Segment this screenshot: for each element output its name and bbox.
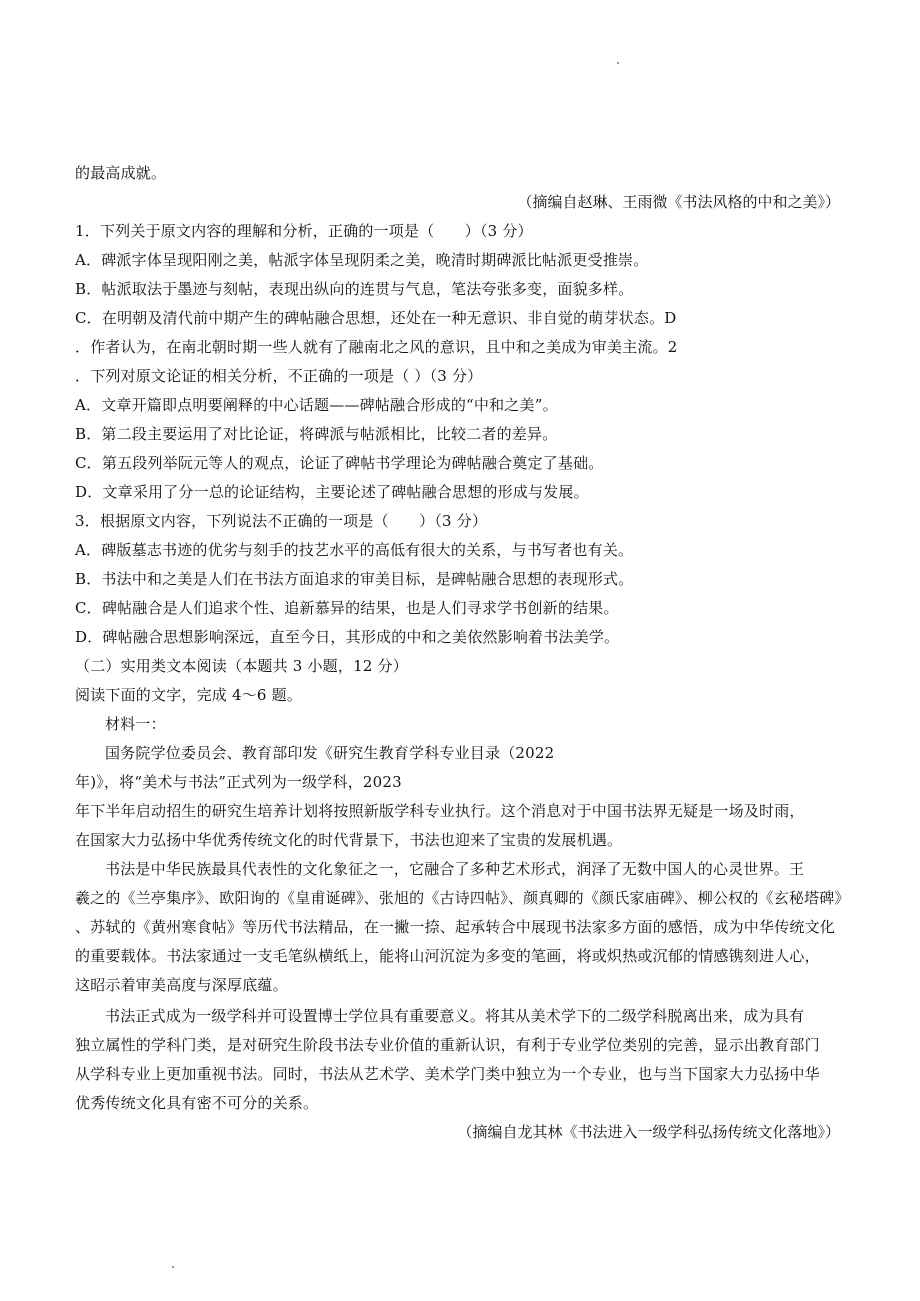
paragraph-line: 从学科专业上更加重视书法。同时，书法从艺术学、美术学门类中独立为一个专业，也与当下国家大力弘扬中华 [75, 1065, 820, 1083]
paragraph-line: 年下半年启动招生的研究生培养计划将按照新版学科专业执行。这个消息对于中国书法界无疑是一场及时雨， [75, 802, 805, 820]
paragraph-line: 书法正式成为一级学科并可设置博士学位具有重要意义。将其从美术学下的二级学科脱离出来，成为具有 [105, 1007, 805, 1025]
section-heading: （二）实用类文本阅读（本题共 3 小题，12 分） [75, 657, 408, 675]
option-d: D．文章采用了分一总的论证结构，主要论述了碑帖融合思想的形成与发展。 [75, 483, 589, 501]
option-d: D．碑帖融合思想影响深远，直至今日，其形成的中和之美依然影响着书法美学。 [75, 628, 620, 646]
paragraph-line: 的重要载体。书法家通过一支毛笔纵横纸上，能将山河沉淀为多变的笔画，将或炽热或沉郁的情感镌刻进人心， [75, 947, 820, 965]
option-c: C．第五段列举阮元等人的观点，论证了碑帖书学理论为碑帖融合奠定了基础。 [75, 454, 604, 472]
source-citation: （摘编自龙其林《书法进入一级学科弘扬传统文化落地》） [457, 1123, 840, 1141]
option-c: C．在明朝及清代前中期产生的碑帖融合思想，还处在一种无意识、非自觉的萌芽状态。D [75, 309, 677, 327]
option-b: B．书法中和之美是人们在书法方面追求的审美目标，是碑帖融合思想的表现形式。 [75, 570, 634, 588]
paragraph-line: 、苏轼的《黄州寒食帖》等历代书法精品，在一撇一捺、起承转合中展现书法家多方面的感悟，成为中华传统文化 [75, 918, 836, 936]
scan-dot [617, 62, 619, 64]
option-d: ．作者认为，在南北朝时期一些人就有了融南北之风的意识，且中和之美成为审美主流。2 [75, 338, 678, 356]
question-2: ．下列对原文论证的相关分析，不正确的一项是（ ）（3 分） [75, 367, 483, 385]
text-line: 的最高成就。 [75, 164, 167, 182]
question-1: 1．下列关于原文内容的理解和分析，正确的一项是（ ）（3 分） [75, 222, 533, 240]
paragraph-line: 在国家大力弘扬中华优秀传统文化的时代背景下，书法也迎来了宝贵的发展机遇。 [75, 831, 623, 849]
paragraph-line: 独立属性的学科门类，是对研究生阶段书法专业价值的重新认识，有利于专业学位类别的完善，显示出教育部门 [75, 1036, 820, 1054]
reading-instruction: 阅读下面的文字，完成 4～6 题。 [75, 686, 303, 704]
paragraph-line: 国务院学位委员会、教育部印发《研究生教育学科专业目录（2022 [105, 744, 555, 762]
option-a: A．碑版墓志书迹的优劣与刻手的技艺水平的高低有很大的关系，与书写者也有关。 [75, 541, 634, 559]
material-label: 材料一： [105, 715, 166, 733]
option-a: A．碑派字体呈现阳刚之美，帖派字体呈现阴柔之美，晚清时期碑派比帖派更受推崇。 [75, 251, 649, 269]
paragraph-line: 书法是中华民族最具代表性的文化象征之一，它融合了多种艺术形式，润泽了无数中国人的心灵世界。王 [105, 860, 805, 878]
paragraph-line: 这昭示着审美高度与深厚底蕴。 [75, 976, 288, 994]
source-citation: （摘编自赵琳、王雨微《书法风格的中和之美》） [517, 193, 840, 211]
option-c: C．碑帖融合是人们追求个性、追新慕异的结果，也是人们寻求学书创新的结果。 [75, 599, 619, 617]
option-b: B．帖派取法于墨迹与刻帖，表现出纵向的连贯与气息，笔法夸张多变，面貌多样。 [75, 280, 634, 298]
paragraph-line: 优秀传统文化具有密不可分的关系。 [75, 1094, 319, 1112]
option-b: B．第二段主要运用了对比论证，将碑派与帖派相比，比较二者的差异。 [75, 425, 558, 443]
scan-dot [172, 1266, 174, 1268]
paragraph-line: 羲之的《兰亭集序》、欧阳询的《皇甫诞碑》、张旭的《古诗四帖》、颜真卿的《颜氏家庙碑》、柳公权的《玄秘塔碑》 [75, 889, 850, 907]
option-a: A．文章开篇即点明要阐释的中心话题——碑帖融合形成的“中和之美”。 [75, 396, 558, 414]
paragraph-line: 年)》，将“美术与书法”正式列为一级学科，2023 [75, 773, 402, 791]
question-3: 3．根据原文内容，下列说法不正确的一项是（ ）（3 分） [75, 512, 488, 530]
